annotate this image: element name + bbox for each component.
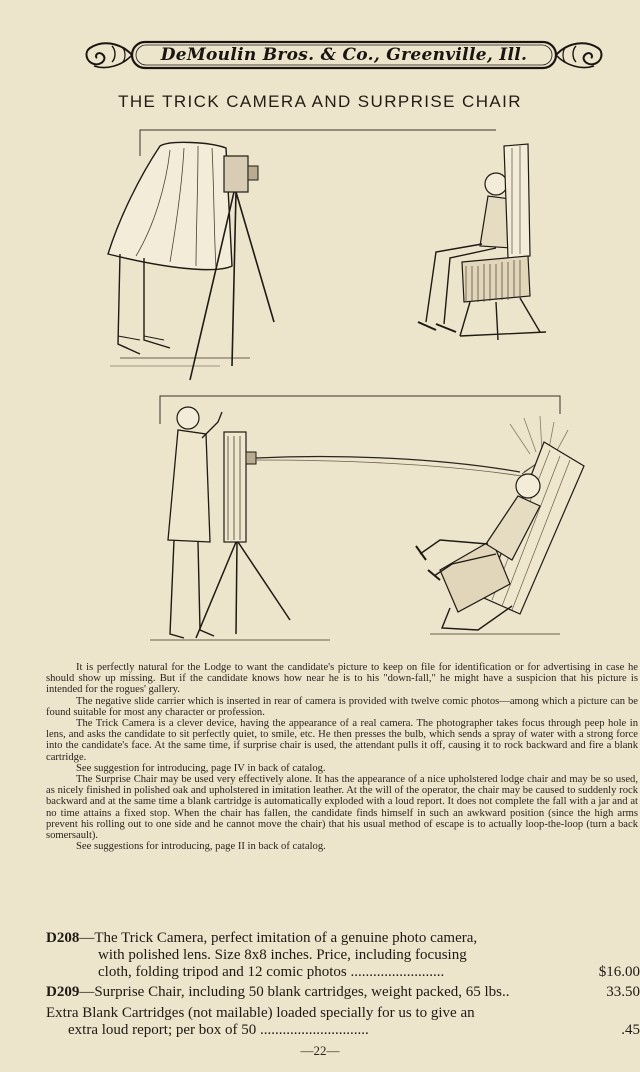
item-blank-cartridges — [46, 1005, 640, 1039]
description-text — [46, 662, 638, 852]
item-price: $16.00 — [598, 964, 640, 980]
page-title: THE TRICK CAMERA AND SURPRISE CHAIR — [118, 92, 522, 111]
price-list — [46, 930, 640, 1042]
item-price: .45 — [621, 1022, 640, 1038]
item-description-line3 — [46, 964, 640, 981]
leader-dots: ......................... — [346, 964, 445, 980]
header-banner — [82, 38, 606, 72]
item-price: 33.50 — [606, 984, 640, 1000]
page-number: —22— — [300, 1043, 340, 1058]
item-description-line1: —Surprise Chair, including 50 blank cartridges, weight packed, 65 lbs.. — [79, 984, 510, 1000]
paragraph-candidate-picture: It is perfectly natural for the Lodge to want the candidate's picture to keep on file for identification or for advertising in case he should show up missing. But if the candidate knows how near he is to his "down-fall," he might have a suspicion that his picture is intended for the rogues' gallery. — [46, 662, 638, 696]
paragraph-suggestion-ii: See suggestions for introducing, page II in back of catalog. — [76, 841, 326, 853]
leader-dots: ............................. — [256, 1022, 369, 1038]
paragraph-negative-slide: The negative slide carrier which is inserted in rear of camera is provided with twelve comic photos—among which a picture can be found suitable for most any character or profession. — [46, 695, 638, 718]
item-description-line3-text: cloth, folding tripod and 12 comic photos — [98, 964, 347, 980]
item-description-line1: —The Trick Camera, perfect imitation of a genuine photo camera, — [79, 930, 478, 946]
item-code: D208 — [46, 930, 80, 946]
item-description-line2-text: extra loud report; per box of 50 — [68, 1022, 257, 1038]
item-code: D209 — [46, 984, 80, 1000]
paragraph-surprise-chair: The Surprise Chair may be used very effectively alone. It has the appearance of a nice upholstered lodge chair and may be so used, as nicely finished in polished oak and upholstered in imitation leather. At the will of the operator, the chair may be caused to suddenly rock backward and at the same time a blank cartridge is automatically exploded with a loud report. It does not complete the fall with a jar and at no time attains a fixed stop. When the chair has fallen, the candidate finds himself in such an awkward position (since the high arms prevent his rolling out to one side and he cannot move the chair) that his usual method of escape is to actually loop-the-loop (turn a back somersault). — [46, 774, 638, 842]
paragraph-trick-camera: The Trick Camera is a clever device, having the appearance of a real camera. The photographer takes focus through peep hole in lens, and asks the candidate to sit perfectly quiet, to smile, etc. He then presses the bulb, which sends a spray of water with a strong force into the candidate's face. At the same time, if surprise chair is used, the attendant pulls it off, causing it to rock backward and fire a blank cartridge. — [46, 718, 638, 763]
item-description-line2: with polished lens. Size 8x8 inches. Price, including focusing — [98, 947, 467, 963]
item-d208 — [46, 930, 640, 981]
illustration-camera-chair — [100, 126, 560, 382]
item-description-line1: Extra Blank Cartridges (not mailable) loaded specially for us to give an — [46, 1005, 475, 1021]
illustration-spray-tip — [140, 394, 590, 658]
paragraph-suggestion-iv: See suggestion for introducing, page IV in back of catalog. — [76, 762, 326, 774]
banner-text: DeMoulin Bros. & Co., Greenville, Ill. — [160, 45, 528, 65]
item-d209 — [46, 984, 640, 1001]
item-description-line2 — [46, 1022, 640, 1039]
